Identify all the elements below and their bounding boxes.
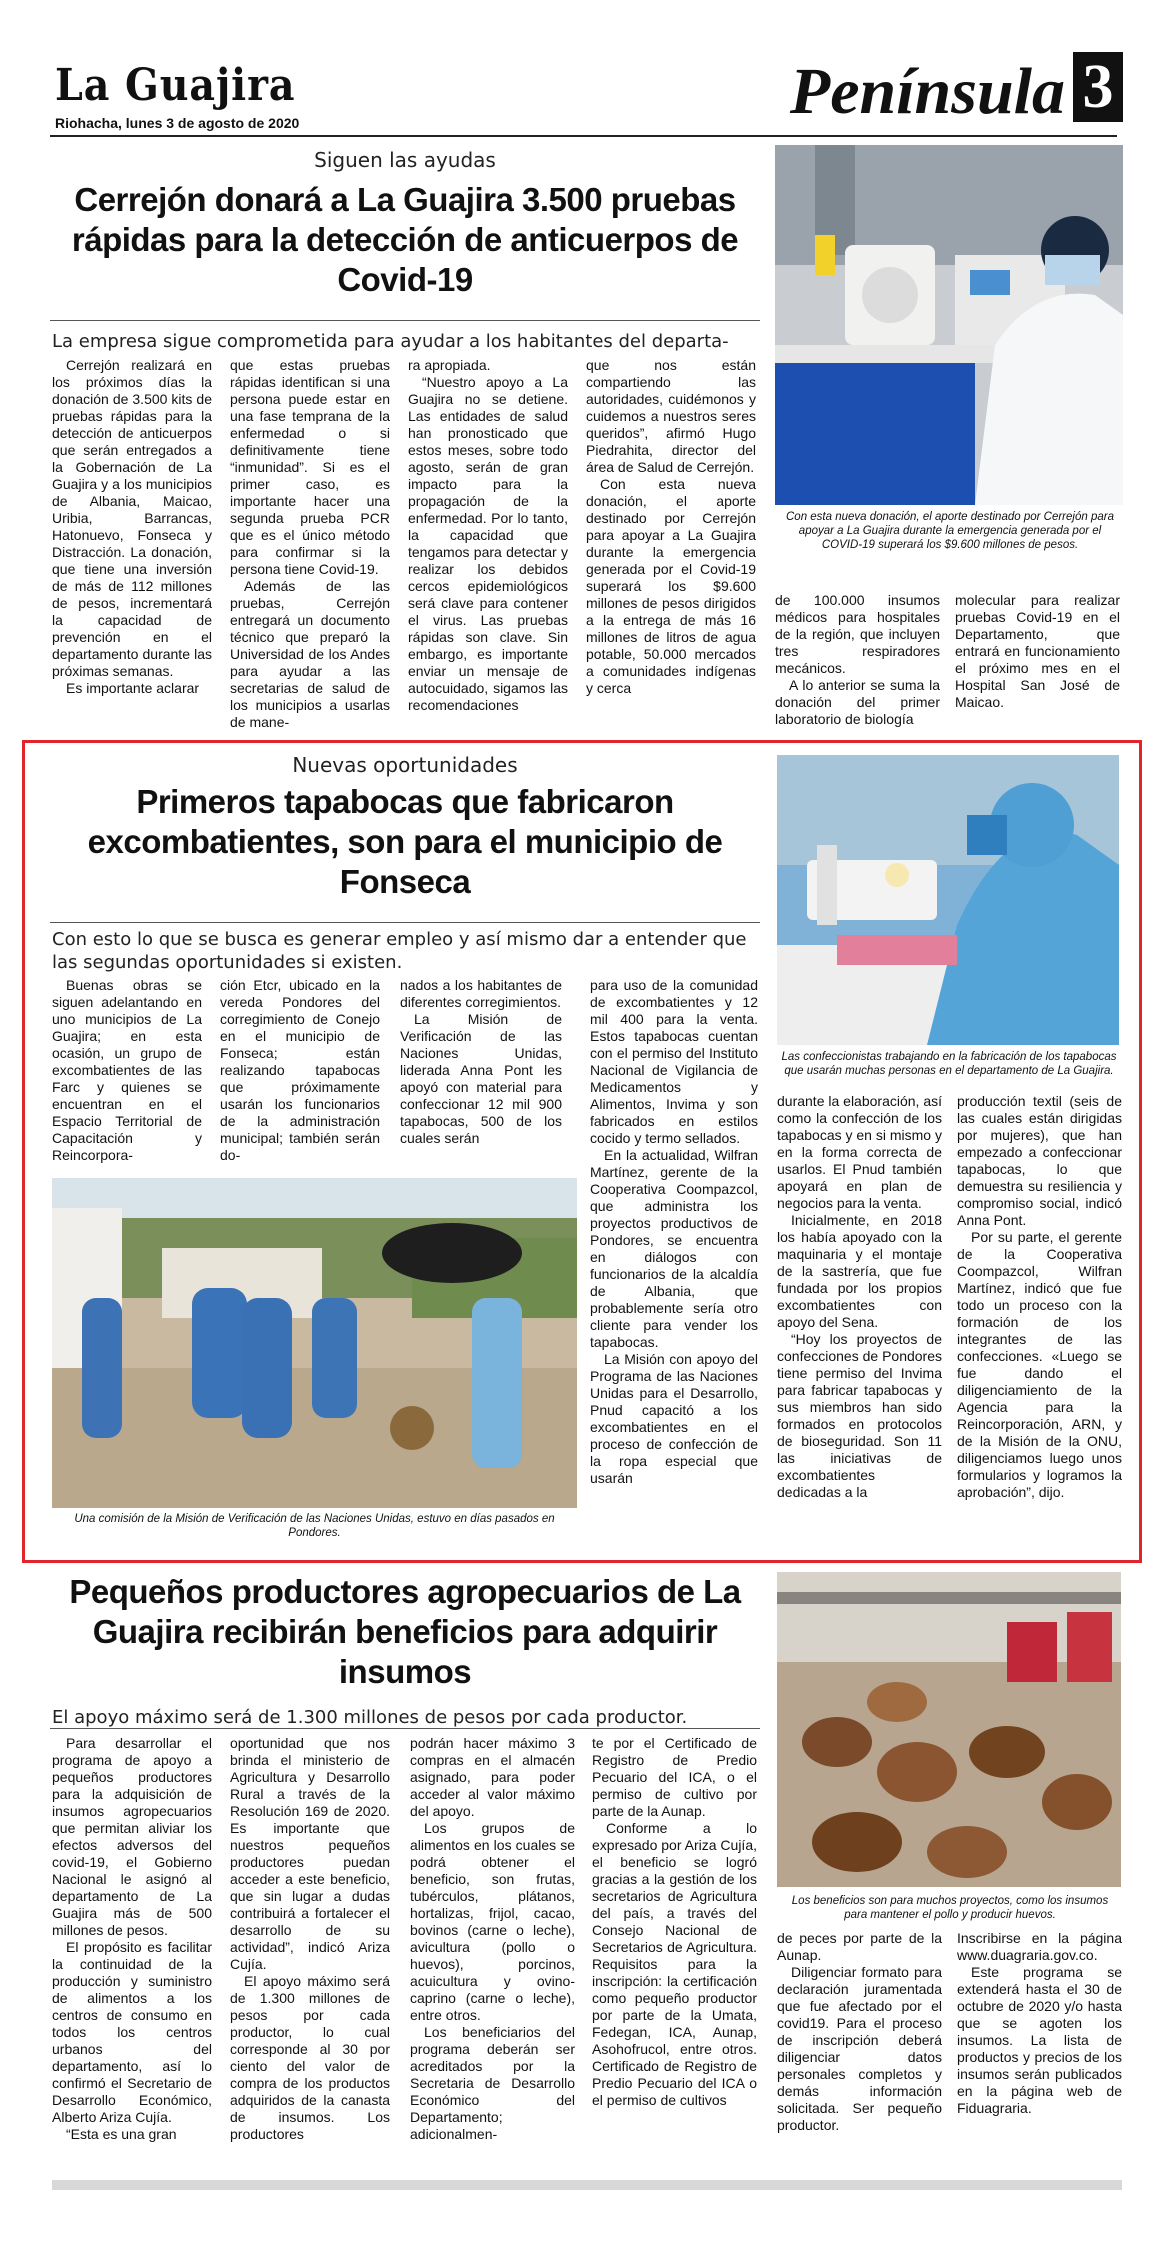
lab-photo [775, 145, 1123, 505]
paragraph: Los grupos de alimentos en los cuales se podrá obtener el beneficio, son frutas, tubérculos, plátanos, hortalizas, frijol, cacao, bovinos (carne o leche), avicultura (pollo o huevos), porcinos, acuicultura y ovino-caprino (carne o leche), entre otros. [410, 1820, 575, 2023]
footer-bar [52, 2180, 1122, 2190]
paragraph: “Nuestro apoyo a La Guajira no se detiene. Las entidades de salud han pronosticado que estos meses, sobre todo agosto, serán de gran impacto para la propagación de la enfermedad. Por lo tanto, la capacidad que tengamos para detectar y realizar los debidos cercos epidemiológicos será clave para contener el virus. Las pruebas rápidas son clave. Sin embargo, es importante enviar un mensaje de autocuidado, sigamos las recomendaciones [408, 374, 568, 713]
paragraph: “Esta es una gran [66, 2126, 177, 2142]
article2-column-2 [220, 977, 380, 1177]
paragraph: durante la elaboración, así como la confección de los tapabocas y en si mismo y en la forma correcta de usarlos. El Pnud también apoyará en plan de negocios para la venta. [777, 1093, 942, 1211]
article3-column-2 [230, 1735, 390, 2165]
article3-subhead: El apoyo máximo será de 1.300 millones de pesos por cada productor. [52, 1707, 688, 1728]
paragraph: A lo anterior se suma la donación del primer laboratorio de biología [775, 677, 940, 727]
sewing-photo [777, 755, 1119, 1045]
paragraph: El apoyo máximo será de 1.300 millones de pesos por cada productor, lo cual corresponde al 30 por ciento del valor de compra de los productos adquiridos de la canasta de insumos. Los productores [230, 1973, 390, 2142]
paragraph: Para desarrollar el programa de apoyo a pequeños productores para la adquisición de insumos agropecuarios que permitan aliviar los efectos adversos del covid-19, el Gobierno Nacional le asignó al departamento de La Guajira más de 500 millones de pesos. [52, 1735, 212, 1938]
paragraph: “Hoy los proyectos de confecciones de Pondores tiene permiso del Invima para fabricar tapabocas y sus miembros han sido formados en protocolos de bioseguridad. Son 11 las iniciativas de excombatientes dedicadas a la [777, 1331, 942, 1500]
article1-headline: Cerrejón donará a La Guajira 3.500 pruebas rápidas para la detección de anticuerpos de Covid-19 [71, 181, 739, 298]
article3-column-4 [592, 1735, 757, 2165]
paragraph: La Misión con apoyo del Programa de las Naciones Unidas para el Desarrollo, Pnud capacitó a los excombatientes en el proceso de confección de la ropa especial que usarán [590, 1351, 758, 1486]
article3-photo-caption: Los beneficios son para muchos proyectos, como los insumos para mantener el pollo y producir huevos. [791, 1895, 1109, 1921]
article2-column-4 [590, 977, 758, 1555]
paragraph: Los beneficiarios del programa deberán ser acreditados por la Secretaria de Desarrollo Económico del Departamento; adicionalmen- [410, 2024, 575, 2142]
paragraph: que estas pruebas rápidas identifican si una persona puede estar en una fase temprana de la enfermedad o si definitivamente tiene “inmunidad”. Si es el primer caso, es importante hacer una segunda prueba PCR que es el único método para confirmar si la persona tiene Covid-19. [230, 357, 390, 577]
article2-rule [50, 922, 760, 923]
article1-column-4 [586, 357, 756, 737]
article2-column-6 [957, 1093, 1122, 1555]
paragraph: ra apropiada. [408, 357, 491, 373]
paragraph: oportunidad que nos brinda el ministerio de Agricultura y Desarrollo Rural a través de la Resolución 169 de 2020. Es importante que nuestros pequeños productores puedan acceder a este beneficio, que sin lugar a dudas contribuirá a fortalecer el desarrollo de su actividad”, indicó Ariza Cujía. [230, 1735, 390, 1972]
paragraph: Es importante aclarar [66, 680, 200, 696]
article1-subhead: La empresa sigue comprometida para ayudar a los habitantes del departa- [52, 331, 729, 352]
paragraph: te por el Certificado de Registro de Predio Pecuario del ICA, o el permiso de cultivo por parte de la Aunap. [592, 1735, 757, 1819]
paragraph: podrán hacer máximo 3 compras en el almacén asignado, para poder acceder al valor máximo del apoyo. [410, 1735, 575, 1819]
paragraph: Este programa se extenderá hasta el 30 de octubre de 2020 y/o hasta que se agoten los insumos. La lista de productos y precios de los insumos serán publicados en la página web de Fiduagraria. [957, 1964, 1122, 2116]
paragraph: Inscribirse en la página www.duagraria.gov.co. [957, 1930, 1122, 1963]
paragraph: de 100.000 insumos médicos para hospitales de la región, que incluyen tres respiradores mecánicos. [775, 592, 940, 676]
paragraph: Por su parte, el gerente de la Cooperativa Coompazcol, Wilfran Martínez, indicó que fue todo un proceso con la formación de los integrantes de las confecciones. «Luego se fue dando el diligenciamiento de la Agencia para la Reincorporación, ARN, y de la Misión de la ONU, diligenciamos luego unos formularios y logramos la aprobación”, dijo. [957, 1229, 1122, 1500]
paragraph: ción Etcr, ubicado en la vereda Pondores del corregimiento de Conejo en el municipio de Fonseca; están realizando tapabocas que próximamente usarán los funcionarios de la administración municipal; también serán do- [220, 977, 380, 1163]
article2-photo-bottom-caption: Una comisión de la Misión de Verificación de las Naciones Unidas, estuvo en días pasados en Pondores. [74, 1513, 555, 1539]
article3-column-1 [52, 1735, 212, 2165]
article3-column-5 [777, 1930, 942, 2165]
article3-headline: Pequeños productores agropecuarios de La Guajira recibirán beneficios para adquirir insumos [69, 1573, 741, 1690]
article1-column-5 [775, 592, 940, 737]
article1-photo-caption: Con esta nueva donación, el aporte destinado por Cerrejón para apoyar a La Guajira durante la emergencia generada por el COVID-19 superará los $9.600 millones de pesos. [786, 511, 1114, 551]
article2-subhead: Con esto lo que se busca es generar empleo y así mismo dar a entender que las segundas oportunidades si existen. [52, 929, 747, 973]
paragraph: Además de las pruebas, Cerrejón entregará un documento técnico que preparó la Universidad de los Andes para ayudar a las secretarias de salud de los municipios a usarlas de mane- [230, 578, 390, 730]
un-mission-photo [52, 1178, 577, 1508]
masthead-rule [50, 135, 1117, 137]
paragraph: En la actualidad, Wilfran Martínez, gerente de la Cooperativa Coompazcol, que administra los proyectos productivos de Pondores, se encuentra en diálogos con funcionarios de la alcaldía de Albania, que probablemente sería otro cliente para vender los tapabocas. [590, 1147, 758, 1350]
article1-rule [50, 320, 760, 321]
article1-column-1 [52, 357, 212, 737]
article3-column-3 [410, 1735, 575, 2165]
article2-column-3 [400, 977, 562, 1177]
paragraph: Inicialmente, en 2018 los había apoyado con la maquinaria y el montaje de la sastrería, que fue fundada por los propios excombatientes con apoyo del Sena. [777, 1212, 942, 1330]
paragraph: producción textil (seis de las cuales están dirigidas por mujeres), que han empezado a confeccionar tapabocas, lo que demuestra su resiliencia y compromiso social, indicó Anna Pont. [957, 1093, 1122, 1228]
article2-column-1 [52, 977, 202, 1177]
paragraph: Buenas obras se siguen adelantando en uno municipios de La Guajira; en esta ocasión, un grupo de excombatientes de las Farc y quienes se encuentran en el Espacio Territorial de Capacitación y Reincorpora- [52, 977, 202, 1163]
page-number: 3 [1073, 52, 1123, 122]
article1-column-6 [955, 592, 1120, 737]
paragraph: Diligenciar formato para declaración juramentada que fue afectado por el covid19. Para el proceso de inscripción deberá diligenciar datos personales completos y demás información solicitada. Ser pequeño productor. [777, 1964, 942, 2133]
newspaper-brand: La Guajira [55, 60, 296, 111]
paragraph: Cerrejón realizará en los próximos días la donación de 3.500 kits de pruebas rápidas para la detección de anticuerpos que serán entregados a la Gobernación de La Guajira y a los municipios de Albania, Maicao, Uribia, Barrancas, Hatonuevo, Fonseca y Distracción. La donación, que tiene una inversión de más de 112 millones de pesos, incrementará la capacidad de prevención en el departamento durante las próximas semanas. [52, 357, 212, 679]
paragraph: que nos están compartiendo las autoridades, cuidémonos y cuidemos a nuestros seres queridos”, afirmó Hugo Piedrahita, director del área de Salud de Cerrejón. [586, 357, 756, 475]
section-title: Península [789, 55, 1065, 128]
dateline: Riohacha, lunes 3 de agosto de 2020 [55, 115, 300, 131]
paragraph: nados a los habitantes de diferentes corregimientos. [400, 977, 562, 1010]
article3-column-6 [957, 1930, 1122, 2165]
paragraph: para uso de la comunidad de excombatientes y 12 mil 400 para la venta. Estos tapabocas cuentan con el permiso del Instituto Nacional de Vigilancia de Medicamentos y Alimentos, Invima y son fabricados en estilos cocido y termo sellados. [590, 977, 758, 1146]
article2-column-5 [777, 1093, 942, 1555]
article2-kicker: Nuevas oportunidades [292, 753, 518, 777]
paragraph: La Misión de Verificación de las Naciones Unidas, liderada Anna Pont les apoyó con material para confeccionar 12 mil 900 tapabocas, 500 de los cuales serán [400, 1011, 562, 1146]
article1-column-2 [230, 357, 390, 737]
paragraph: de peces por parte de la Aunap. [777, 1930, 942, 1963]
paragraph: Conforme a lo expresado por Ariza Cujía, el beneficio se logró gracias a la gestión de los secretarios de Agricultura del país, a través del Consejo Nacional de Secretarios de Agricultura. Requisitos para la inscripción: la certificación como pequeño productor por parte de la Umata, Fedegan, ICA, Aunap, Asohofrucol, entre otros. Certificado de Registro de Predio Pecuario del ICA o el permiso de cultivos [592, 1820, 757, 2108]
paragraph: Con esta nueva donación, el aporte destinado por Cerrejón para apoyar a La Guajira durante la emergencia generada por el Covid-19 superará los $9.600 millones de pesos dirigidos a la entrega de más 16 millones de litros de agua potable, 50.000 mercados a comunidades indígenas y cerca [586, 476, 756, 696]
paragraph: molecular para realizar pruebas Covid-19 en el Departamento, que entrará en funcionamiento el próximo mes en el Hospital San José de Maicao. [955, 592, 1120, 710]
article1-kicker: Siguen las ayudas [314, 148, 496, 172]
chickens-photo [777, 1572, 1121, 1887]
paragraph: El propósito es facilitar la continuidad de la producción y suministro de alimentos a los centros de consumo en todos los centros urbanos del departamento, así lo confirmó el Secretario de Desarrollo Económico, Alberto Ariza Cujía. [52, 1939, 212, 2125]
article2-photo-top-caption: Las confeccionistas trabajando en la fabricación de los tapabocas que usarán muchas personas en el departamento de La Guajira. [781, 1051, 1117, 1077]
article1-column-3 [408, 357, 568, 737]
article3-rule [50, 1728, 760, 1729]
article2-headline: Primeros tapabocas que fabricaron excombatientes, son para el municipio de Fonseca [87, 783, 723, 900]
